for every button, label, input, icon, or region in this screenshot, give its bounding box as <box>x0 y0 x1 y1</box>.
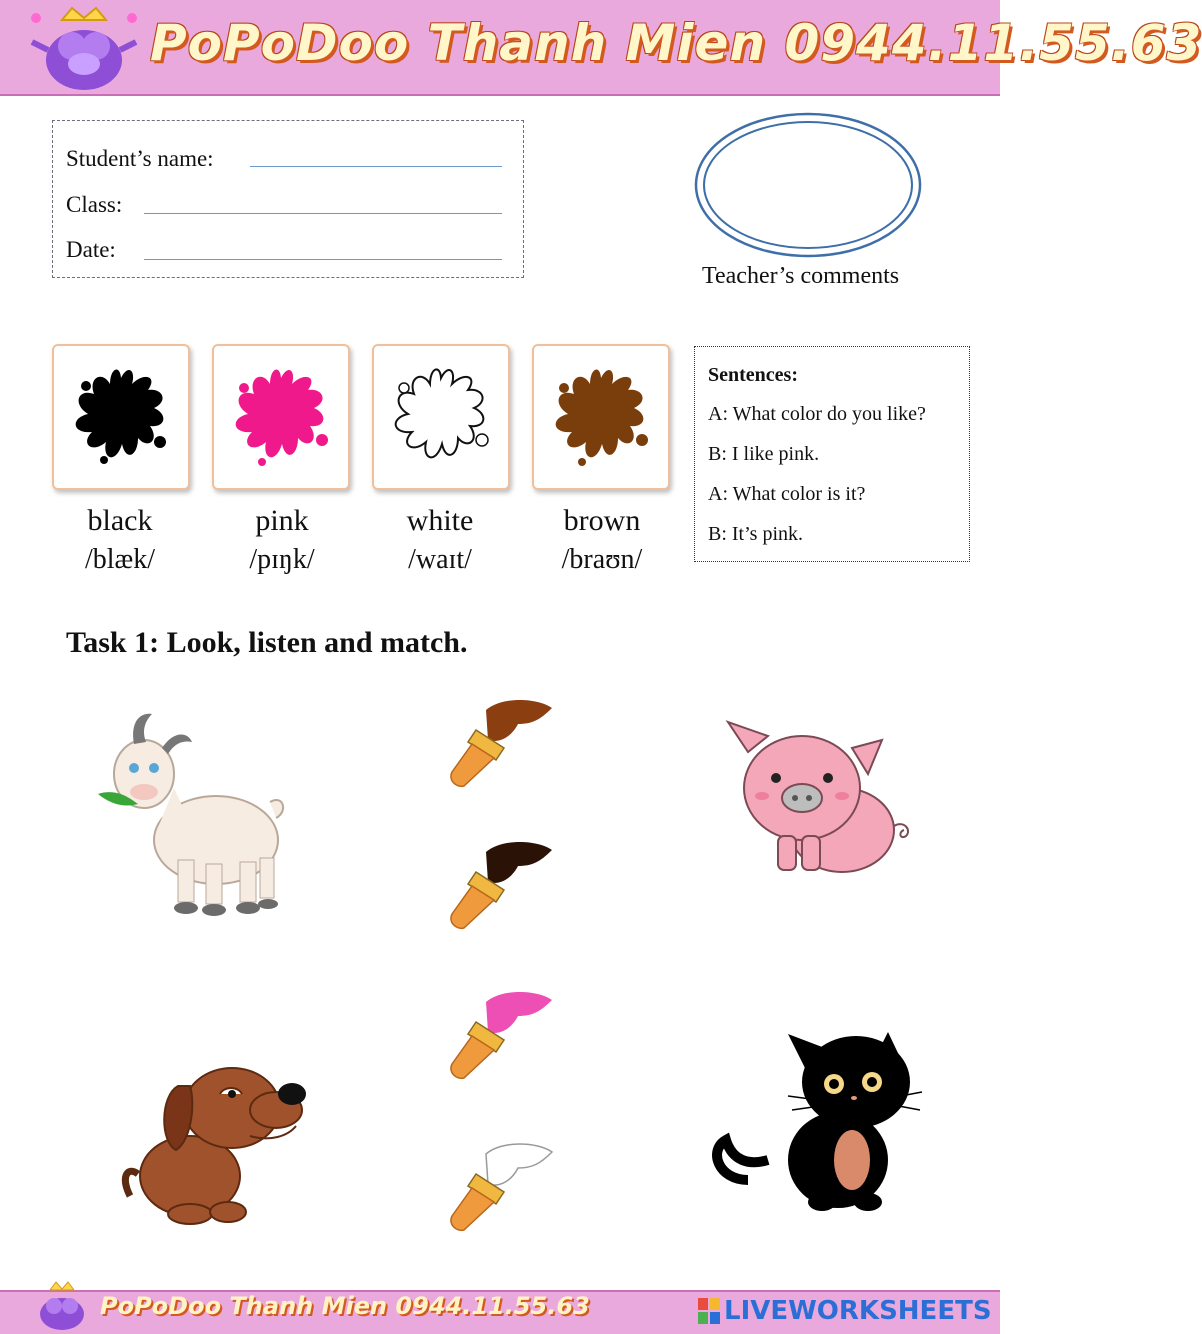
goat-picture[interactable] <box>94 708 290 918</box>
student-name-field[interactable] <box>250 166 502 167</box>
class-field[interactable] <box>144 213 502 214</box>
pink-paint-brush-picture[interactable] <box>442 982 566 1082</box>
pig-picture[interactable] <box>722 712 918 878</box>
teacher-comments-label: Teacher’s comments <box>702 263 900 289</box>
date-field[interactable] <box>144 259 502 260</box>
black-splash-icon <box>64 356 178 476</box>
color-word-brown: brown <box>563 504 641 537</box>
sentence-line: B: It’s pink. <box>708 523 804 545</box>
teacher-comment-oval[interactable] <box>694 112 922 258</box>
brown-splash-icon <box>544 356 658 476</box>
color-ipa-black: /blæk/ <box>84 544 155 575</box>
brown-paint-brush-picture[interactable] <box>442 690 566 790</box>
brown-color-card <box>532 344 670 490</box>
footer-title: PoPoDoo Thanh Mien 0944.11.55.63 <box>100 1292 590 1320</box>
white-splash-icon <box>384 356 498 476</box>
student-info-box <box>52 120 524 278</box>
black-color-card <box>52 344 190 490</box>
sentences-title: Sentences: <box>708 364 798 386</box>
date-label: Date: <box>66 237 116 262</box>
task-title: Task 1: Look, listen and match. <box>66 626 468 659</box>
pink-splash-icon <box>224 356 338 476</box>
header-title: PoPoDoo Thanh Mien 0944.11.55.63 <box>150 14 1202 72</box>
black-paint-brush-picture[interactable] <box>442 832 566 932</box>
liveworksheets-logo-icon <box>698 1298 720 1324</box>
white-color-card <box>372 344 510 490</box>
mascot-icon <box>22 2 142 94</box>
pink-color-card <box>212 344 350 490</box>
dog-picture[interactable] <box>120 1046 310 1226</box>
liveworksheets-brand[interactable]: LIVEWORKSHEETS <box>724 1296 992 1326</box>
student-name-label: Student’s name: <box>66 146 214 171</box>
color-ipa-brown: /braʊn/ <box>561 544 643 575</box>
color-ipa-pink: /pɪŋk/ <box>249 544 315 575</box>
cat-picture[interactable] <box>708 1030 928 1214</box>
footer-mascot-icon <box>26 1280 96 1332</box>
color-word-black: black <box>87 504 153 537</box>
color-word-white: white <box>406 504 474 537</box>
class-label: Class: <box>66 192 123 217</box>
sentence-line: A: What color do you like? <box>708 403 926 425</box>
sentence-line: B: I like pink. <box>708 443 820 465</box>
sentence-line: A: What color is it? <box>708 483 866 505</box>
white-paint-brush-picture[interactable] <box>442 1134 566 1234</box>
color-word-pink: pink <box>255 504 309 537</box>
color-ipa-white: /waɪt/ <box>408 544 472 575</box>
